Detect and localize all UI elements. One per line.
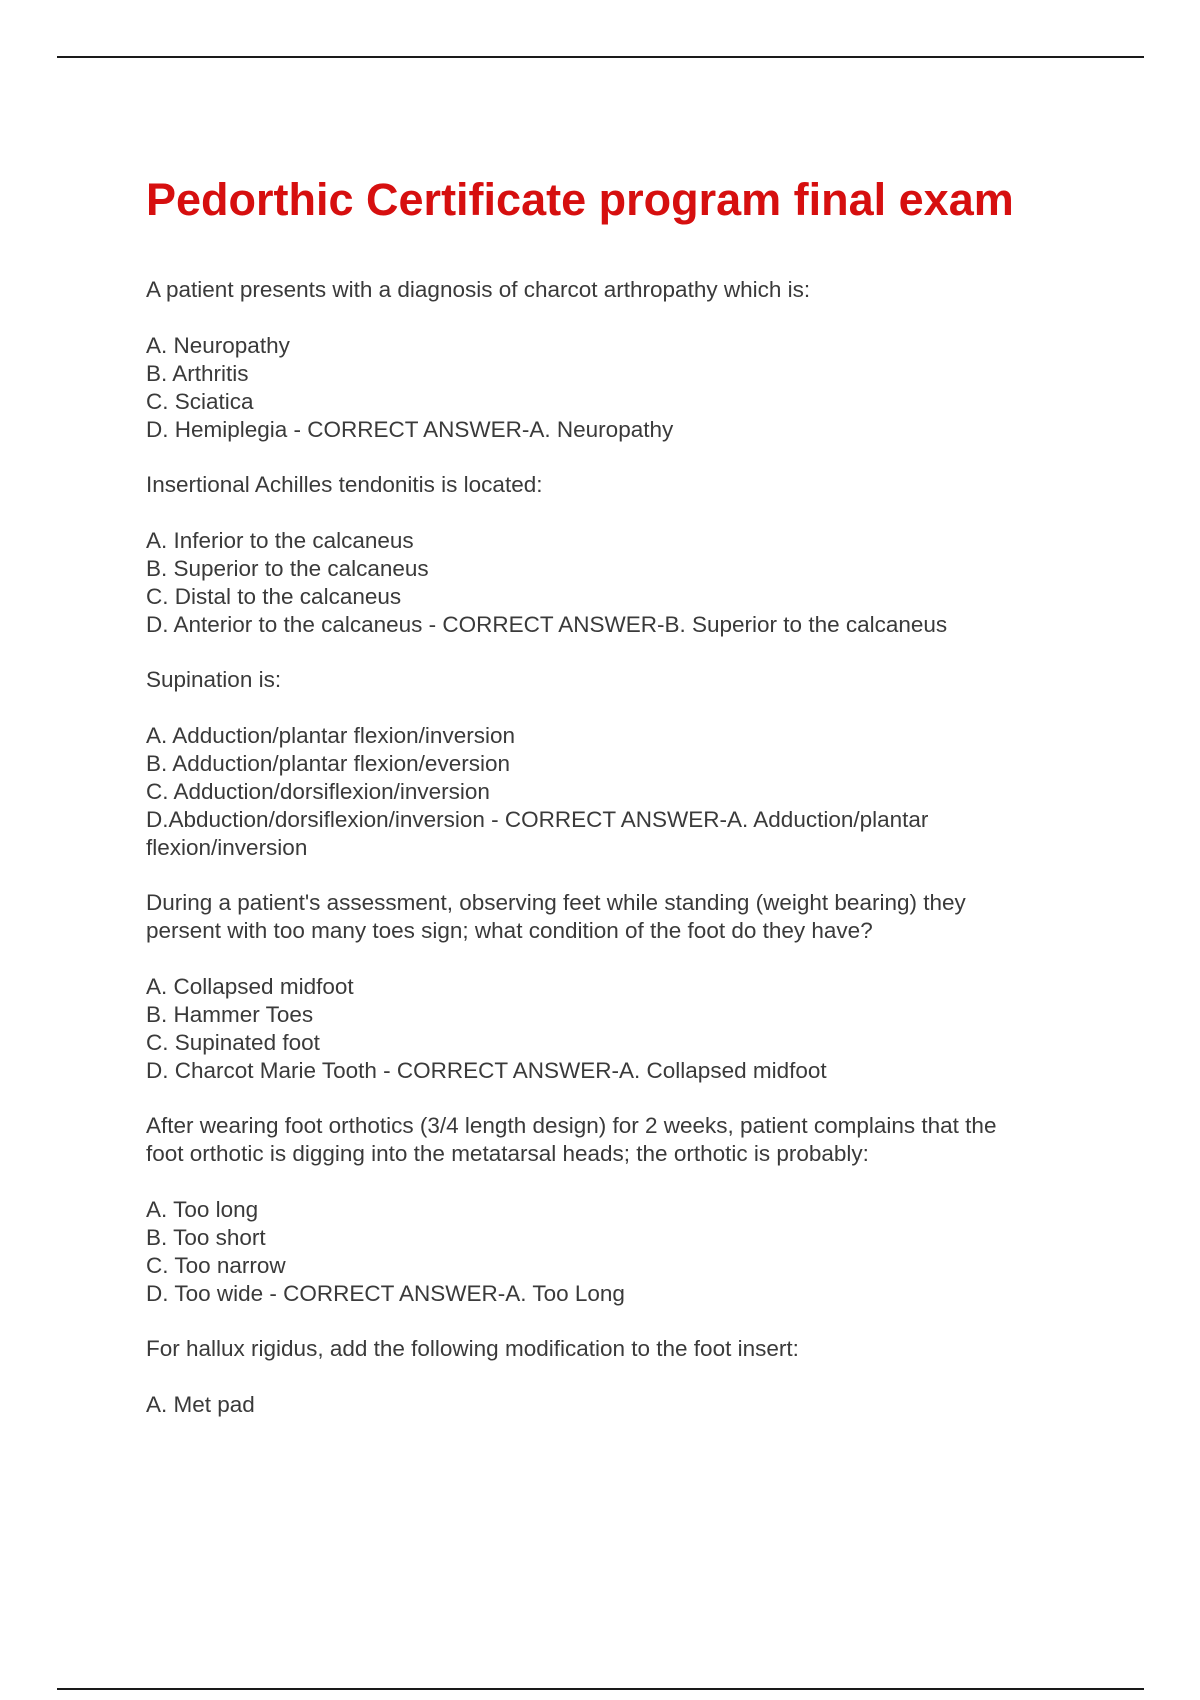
option-line: A. Neuropathy xyxy=(146,333,290,358)
question-block xyxy=(146,889,1086,1085)
question-text xyxy=(146,1112,1086,1168)
top-rule xyxy=(57,56,1144,58)
option-line: C. Supinated foot xyxy=(146,1030,320,1055)
option-line: C. Sciatica xyxy=(146,389,254,414)
option-line: A. Adduction/plantar flexion/inversion xyxy=(146,723,515,748)
question-line: During a patient's assessment, observing feet while standing (weight bearing) they xyxy=(146,890,966,915)
option-line: A. Too long xyxy=(146,1197,259,1222)
option-line-with-answer: D. Anterior to the calcaneus - CORRECT ANSWER-B. Superior to the calcaneus xyxy=(146,612,948,637)
bottom-rule xyxy=(57,1688,1144,1690)
question-line: Supination is: xyxy=(146,667,282,692)
answer-options xyxy=(146,332,1086,444)
question-line: Insertional Achilles tendonitis is located: xyxy=(146,472,543,497)
option-line-with-answer: D. Charcot Marie Tooth - CORRECT ANSWER-A. Collapsed midfoot xyxy=(146,1058,827,1083)
question-block xyxy=(146,471,1086,639)
option-line: C. Adduction/dorsiflexion/inversion xyxy=(146,779,490,804)
question-text xyxy=(146,276,1086,304)
option-line: B. Superior to the calcaneus xyxy=(146,556,429,581)
answer-options xyxy=(146,973,1086,1085)
question-text xyxy=(146,889,1086,945)
answer-options xyxy=(146,1196,1086,1308)
option-line: B. Hammer Toes xyxy=(146,1002,314,1027)
option-line: C. Too narrow xyxy=(146,1253,286,1278)
answer-options xyxy=(146,1391,1086,1419)
option-line: B. Arthritis xyxy=(146,361,249,386)
question-block xyxy=(146,276,1086,444)
option-line-with-answer: D. Hemiplegia - CORRECT ANSWER-A. Neuropathy xyxy=(146,417,674,442)
question-text xyxy=(146,1335,1086,1363)
question-text xyxy=(146,666,1086,694)
question-text xyxy=(146,471,1086,499)
question-line: foot orthotic is digging into the metatarsal heads; the orthotic is probably: xyxy=(146,1141,869,1166)
option-line: B. Adduction/plantar flexion/eversion xyxy=(146,751,510,776)
option-line: A. Collapsed midfoot xyxy=(146,974,354,999)
option-line-with-answer: D. Too wide - CORRECT ANSWER-A. Too Long xyxy=(146,1281,625,1306)
question-line: For hallux rigidus, add the following modification to the foot insert: xyxy=(146,1336,799,1361)
answer-options xyxy=(146,722,1086,862)
option-line-continuation: flexion/inversion xyxy=(146,835,308,860)
option-line: B. Too short xyxy=(146,1225,266,1250)
option-line: A. Inferior to the calcaneus xyxy=(146,528,414,553)
answer-options xyxy=(146,527,1086,639)
question-block xyxy=(146,666,1086,862)
question-block xyxy=(146,1335,1086,1419)
question-line: After wearing foot orthotics (3/4 length design) for 2 weeks, patient complains that the xyxy=(146,1113,997,1138)
question-line: persent with too many toes sign; what condition of the foot do they have? xyxy=(146,918,873,943)
question-line: A patient presents with a diagnosis of charcot arthropathy which is: xyxy=(146,277,811,302)
option-line-with-answer: D.Abduction/dorsiflexion/inversion - CORRECT ANSWER-A. Adduction/plantar xyxy=(146,807,929,832)
document-body xyxy=(146,172,1086,1446)
question-block xyxy=(146,1112,1086,1308)
option-line: A. Met pad xyxy=(146,1392,255,1417)
document-title: Pedorthic Certificate program final exam xyxy=(146,174,1014,225)
option-line: C. Distal to the calcaneus xyxy=(146,584,402,609)
